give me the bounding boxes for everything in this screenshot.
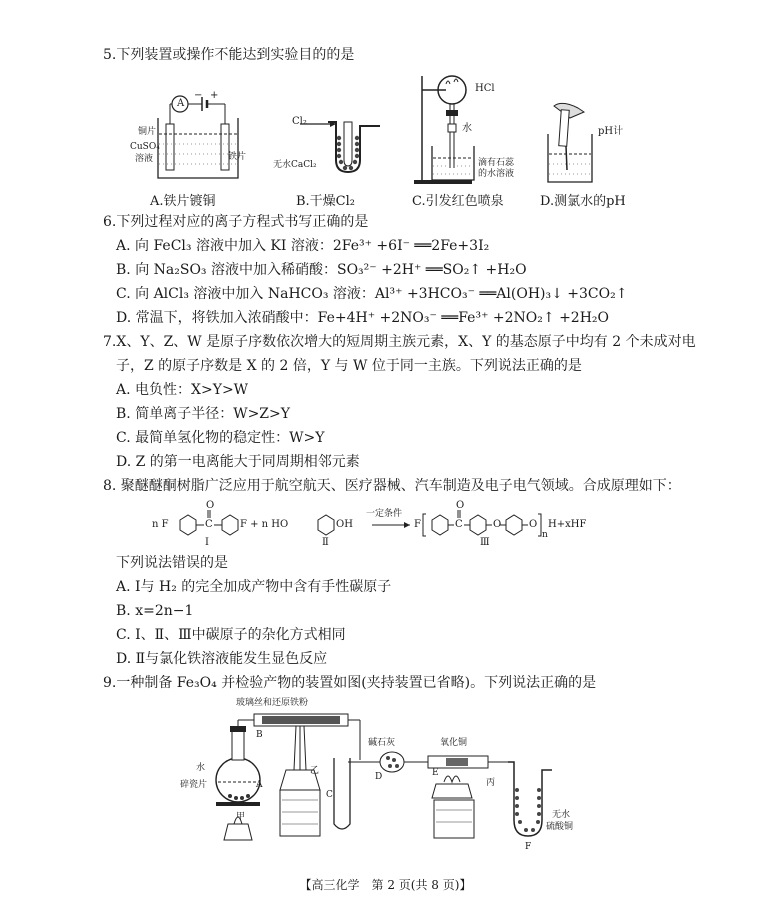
eq-ether-o: O bbox=[493, 519, 502, 530]
label-f: F bbox=[525, 842, 532, 852]
cuo-label: 氧化铜 bbox=[440, 738, 468, 748]
cuso4-label: CuSO₄ bbox=[130, 142, 160, 152]
eq-subscript-n: n bbox=[542, 530, 548, 540]
hcl-label: HCl bbox=[475, 83, 495, 94]
iron-label: 铁片 bbox=[228, 152, 247, 162]
cuso4-label-2: 硫酸铜 bbox=[546, 822, 574, 832]
q8-option-a: A. Ⅰ与 H₂ 的完全加成产物中含有手性碳原子 bbox=[116, 579, 392, 595]
eq-carbonyl-c-2: C bbox=[455, 519, 463, 530]
q8-stem: 8. 聚醚醚酮树脂广泛应用于航空航天、医疗器械、汽车制造及电子电气领域。合成原理如下： bbox=[103, 478, 681, 494]
q7-stem-line1: 7.X、Y、Z、W 是原子序数依次增大的短周期主族元素，X、Y 的基态原子中均有 2 个未成对电 bbox=[103, 334, 696, 350]
cl2-label: Cl₂ bbox=[292, 116, 307, 127]
fe3o4-apparatus bbox=[190, 700, 590, 860]
q7-stem-line2: 子，Z 的原子序数是 X 的 2 倍，Y 与 W 位于同一主族。下列说法正确的是 bbox=[116, 358, 582, 374]
q7-option-b: B. 简单离子半径：W>Z>Y bbox=[116, 406, 291, 422]
eq-oh: OH bbox=[336, 519, 353, 530]
q7-option-c: C. 最简单氢化物的稳定性：W>Y bbox=[116, 430, 325, 446]
label-b: B bbox=[256, 730, 263, 740]
q5-stem: 5.下列装置或操作不能达到实验目的的是 bbox=[103, 47, 355, 63]
cacl2-label: 无水CaCl₂ bbox=[273, 160, 317, 170]
burner-yi-label: 乙 bbox=[310, 766, 320, 776]
q5-caption-a: A.铁片镀铜 bbox=[150, 194, 216, 209]
eq-plus-f: F + n HO bbox=[240, 519, 289, 530]
cuso4-label-1: 无水 bbox=[552, 810, 571, 820]
eq-n-f: n F bbox=[152, 519, 169, 530]
q6-option-b: B. 向 Na₂SO₃ 溶液中加入稀硝酸：SO₃²⁻ +2H⁺ ══SO₂↑ +H₂O bbox=[116, 262, 527, 278]
water-label-9: 水 bbox=[196, 763, 206, 773]
minus-label: − bbox=[194, 90, 203, 101]
eq-ether-o-2: O bbox=[529, 519, 538, 530]
eq-carbonyl-o-1: O bbox=[206, 500, 215, 511]
glass-wool-label: 玻璃丝和还原铁粉 bbox=[236, 698, 309, 708]
q5-caption-d: D.测氯水的pH bbox=[540, 194, 626, 209]
q5-caption-b: B.干燥Cl₂ bbox=[296, 194, 356, 209]
eq-f: F bbox=[414, 519, 421, 530]
peek-reaction-scheme bbox=[150, 500, 670, 550]
q8-option-b: B. x=2n−1 bbox=[116, 603, 194, 619]
q7-option-d: D. Z 的第一电离能大于同周期相邻元素 bbox=[116, 454, 360, 470]
q6-option-c: C. 向 AlCl₃ 溶液中加入 NaHCO₃ 溶液：Al³⁺ +3HCO₃⁻ ══Al(OH)₃↓ +3CO₂↑ bbox=[116, 286, 628, 302]
ph-meter-apparatus bbox=[540, 100, 620, 192]
chips-label: 碎瓷片 bbox=[180, 780, 208, 790]
q9-stem: 9.一种制备 Fe₃O₄ 并检验产物的装置如图(夹持装置已省略)。下列说法正确的是 bbox=[103, 675, 597, 691]
eq-carbonyl-c-1: C bbox=[205, 519, 213, 530]
q8-sub-stem: 下列说法错误的是 bbox=[116, 555, 228, 571]
water-label-c: 水 bbox=[462, 123, 472, 134]
eq-condition: 一定条件 bbox=[366, 509, 403, 519]
q6-option-d: D. 常温下，将铁加入浓硝酸中：Fe+4H⁺ +2NO₃⁻ ══Fe³⁺ +2NO₂↑ +2H₂O bbox=[116, 310, 610, 326]
label-a: A bbox=[256, 780, 263, 790]
eq-label-1: Ⅰ bbox=[205, 537, 209, 548]
label-c: C bbox=[326, 790, 333, 800]
q7-option-a: A. 电负性：X>Y>W bbox=[116, 382, 249, 398]
eq-carbonyl-o-2: O bbox=[456, 500, 465, 511]
litmus-label-2: 的水溶液 bbox=[478, 169, 515, 179]
q6-stem: 6.下列过程对应的离子方程式书写正确的是 bbox=[103, 214, 369, 230]
solution-label: 溶液 bbox=[135, 154, 154, 164]
eq-label-3: Ⅲ bbox=[480, 537, 490, 548]
eq-tail: H+xHF bbox=[548, 519, 587, 530]
electroplating-apparatus bbox=[150, 88, 260, 188]
plus-label: + bbox=[210, 90, 219, 101]
q8-option-c: C. Ⅰ、Ⅱ、Ⅲ中碳原子的杂化方式相同 bbox=[116, 627, 346, 643]
eq-label-2: Ⅱ bbox=[322, 537, 329, 548]
q6-option-a: A. 向 FeCl₃ 溶液中加入 KI 溶液：2Fe³⁺ +6I⁻ ══2Fe+3I₂ bbox=[116, 238, 490, 254]
lime-label: 碱石灰 bbox=[368, 738, 396, 748]
label-e: E bbox=[432, 768, 439, 778]
u-tube-apparatus bbox=[300, 112, 400, 192]
ph-label: pH计 bbox=[598, 126, 624, 137]
burner-jia-label: 甲 bbox=[236, 812, 246, 822]
q5-caption-c: C.引发红色喷泉 bbox=[412, 194, 504, 209]
copper-label: 铜片 bbox=[138, 127, 157, 137]
q8-option-d: D. Ⅱ与氯化铁溶液能发生显色反应 bbox=[116, 651, 328, 667]
label-d: D bbox=[375, 772, 383, 782]
burner-bing-label: 丙 bbox=[486, 778, 496, 788]
litmus-label-1: 滴有石蕊 bbox=[478, 158, 515, 168]
page-footer: 【高三化学 第 2 页(共 8 页)】 bbox=[299, 878, 472, 892]
ammeter-label: A bbox=[177, 98, 185, 109]
